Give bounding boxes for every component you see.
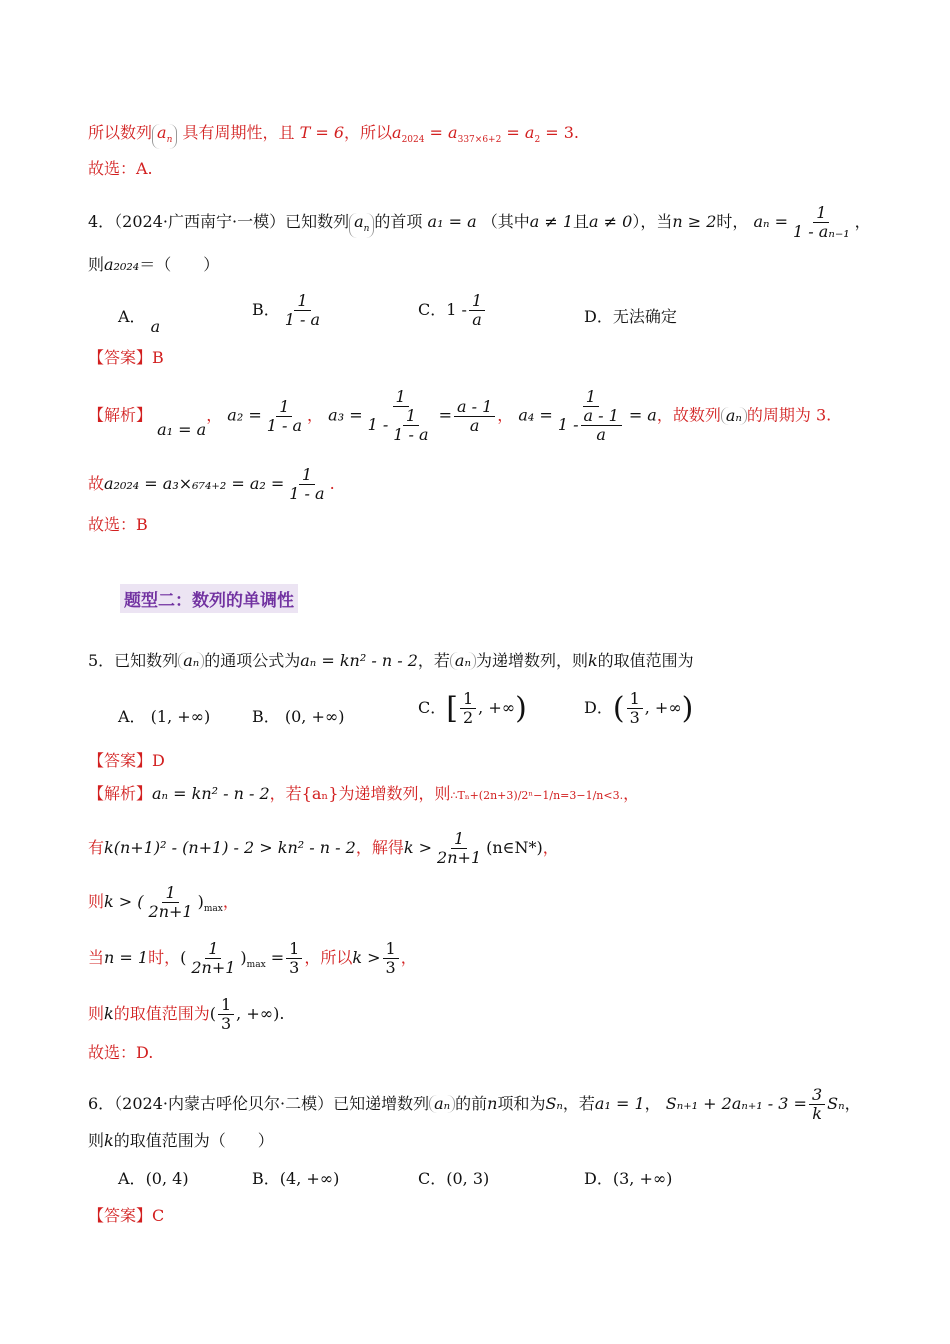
q5-analysis-line3: 则k > ( $\frac{1}{2n+1}$ )$_{max}$， bbox=[88, 883, 239, 921]
q4-option-b[interactable]: B． $\frac{1}{1 - a}$ bbox=[252, 291, 321, 329]
q6-stem-line2: 则k的取值范围为（ ） bbox=[88, 1131, 274, 1150]
expr: = 3. bbox=[540, 123, 580, 142]
q5-option-d[interactable]: D．( $\frac{1}{3}$ , +∞) bbox=[584, 689, 694, 727]
subscript: 2024 bbox=[401, 135, 425, 145]
small-note: ∴Tₙ+(2n+3)/2ⁿ−1/n=3−1/n<3. bbox=[450, 789, 624, 802]
analysis-tag: 【解析】 bbox=[88, 405, 153, 425]
q4-choose: 故选：B bbox=[88, 515, 148, 534]
q6-option-a[interactable]: A．(0, 4) bbox=[118, 1169, 189, 1188]
q5-analysis-line4: 当n = 1时，( $\frac{1}{2n+1}$ )$_{max}$ = $\frac{1}{3}$ ，所以k > $\frac{1}{3}$ ， bbox=[88, 939, 417, 977]
q5-number: 5．已知数列 bbox=[88, 651, 179, 670]
text: 则 bbox=[88, 1004, 105, 1023]
q6-option-c[interactable]: C．(0, 3) bbox=[418, 1169, 490, 1188]
q5-analysis-line2: 有k(n+1)² - (n+1) - 2 > kn² - n - 2，解得k > $\frac{1}{2n+1}$ (n∈N*)， bbox=[88, 829, 559, 867]
text: 的前 bbox=[455, 1094, 488, 1113]
text: ， bbox=[307, 405, 324, 425]
seq-an: aₙ bbox=[178, 652, 204, 670]
text: 则 bbox=[88, 255, 105, 274]
q5-analysis-line5: 则k的取值范围为( $\frac{1}{3}$ , +∞). bbox=[88, 995, 285, 1033]
text: 的通项公式为 bbox=[204, 651, 301, 670]
analysis-tag: 【解析】 bbox=[88, 784, 153, 803]
q5-option-b[interactable]: B． (0, +∞) bbox=[252, 707, 345, 726]
q4-hence-line: 故a₂₀₂₄ = a₃×₆₇₄₊₂ = a₂ = $\frac{1}{1 - a}$ . bbox=[88, 465, 335, 503]
prev-conclusion-line bbox=[88, 122, 579, 151]
var-k: k bbox=[587, 651, 598, 670]
text: 的首项 bbox=[374, 212, 423, 231]
text: ，若 bbox=[417, 651, 450, 670]
q4-number: 4．（2024·广西南宁·一模）已知数列 bbox=[88, 212, 350, 231]
subscript: 337×6+2 bbox=[457, 135, 502, 145]
q4-answer: 【答案】B bbox=[88, 348, 164, 367]
text: 则 bbox=[88, 892, 105, 911]
text: ，若{aₙ}为递增数列，则 bbox=[269, 784, 451, 803]
expr: k(n+1)² - (n+1) - 2 > kn² - n - 2 bbox=[104, 838, 356, 857]
seq-an: aₙ bbox=[721, 407, 747, 425]
text: 为递增数列，则 bbox=[475, 651, 588, 670]
text: ，故数列 bbox=[656, 405, 721, 425]
expr: a₂ = bbox=[227, 405, 262, 425]
expr: n ≥ 2 bbox=[672, 212, 717, 231]
text: 时， bbox=[716, 212, 749, 231]
prev-choose: 故选：A. bbox=[88, 159, 153, 178]
text: ，解得 bbox=[355, 838, 404, 857]
text: ＝（ ） bbox=[139, 255, 220, 274]
expr: aₙ = kn² - n - 2 bbox=[300, 651, 418, 670]
q6-answer: 【答案】C bbox=[88, 1206, 165, 1225]
expr: a₃ = bbox=[328, 405, 363, 425]
expr: a₄ = bbox=[518, 405, 553, 425]
text: 有 bbox=[88, 838, 105, 857]
q5-option-c[interactable]: C．[ $\frac{1}{2}$ , +∞) bbox=[418, 689, 527, 727]
var-a: a bbox=[392, 123, 402, 142]
seq-an: aₙ bbox=[450, 652, 476, 670]
expr: a₁ = a bbox=[157, 419, 207, 439]
expr: a ≠ 0 bbox=[589, 212, 633, 231]
expr: a₁ = a bbox=[427, 212, 477, 231]
seq-an: aₙ bbox=[429, 1095, 455, 1113]
q6-stem-line1: 6．（2024·内蒙古呼伦贝尔·二模）已知递增数列 aₙ 的前n项和为Sₙ，若a₁ = 1， Sₙ₊₁ + 2aₙ₊₁ - 3 = $\frac{3}{k}$ Sₙ， bbox=[88, 1085, 861, 1123]
q6-number: 6．（2024·内蒙古呼伦贝尔·二模）已知递增数列 bbox=[88, 1094, 430, 1113]
expr: k > ( bbox=[104, 892, 144, 911]
text: 且 bbox=[573, 212, 590, 231]
text: （其中 bbox=[481, 212, 530, 231]
q6-option-b[interactable]: B．(4, +∞) bbox=[252, 1169, 340, 1188]
q5-choose: 故选：D. bbox=[88, 1043, 154, 1062]
expr: k > bbox=[403, 838, 433, 857]
q4-option-c[interactable]: C．1 - $\frac{1}{a}$ bbox=[418, 292, 487, 329]
q4-analysis-line: 【解析】 a₁ = a， a₂ = $\frac{1}{1 - a}$ ， a₃ = 1 1 - $\frac{1}{1 - a}$ = $\frac{a - 1}{a}$ ， a₄ = 1 1 - $\frac{a - 1}{a}$ = a，故数列 aₙ 的周期为 3. bbox=[88, 387, 832, 444]
text: ， bbox=[854, 212, 871, 231]
q5-option-a[interactable]: A． (1, +∞) bbox=[118, 707, 211, 726]
expr: Sₙ₊₁ + 2aₙ₊₁ - 3 = bbox=[665, 1094, 807, 1113]
q6-option-d[interactable]: D．(3, +∞) bbox=[584, 1169, 673, 1188]
section-heading: 题型二：数列的单调性 bbox=[120, 584, 298, 613]
fraction: $\frac{1}{\text{1 - aₙ₋₁}}$ bbox=[793, 203, 850, 241]
text: ， bbox=[206, 405, 223, 425]
text: 的周期为 3. bbox=[746, 405, 832, 425]
seq-an: $a_n$ bbox=[349, 213, 374, 238]
subscript: 2 bbox=[534, 135, 541, 145]
q4-option-a[interactable]: A． a bbox=[118, 307, 161, 336]
expr: a₂₀₂₄ bbox=[104, 255, 140, 274]
expr: n = 1 bbox=[104, 948, 149, 967]
text: 所以数列 bbox=[88, 123, 153, 142]
expr: a₂₀₂₄ = a₃×₆₇₄₊₂ = a₂ = bbox=[104, 474, 285, 493]
expr: = a bbox=[424, 123, 458, 142]
expr: aₙ = bbox=[753, 212, 789, 231]
q4-stem-line1 bbox=[88, 204, 871, 241]
text: 的取值范围为 bbox=[597, 651, 694, 670]
text: 具有周期性，且 bbox=[182, 123, 295, 142]
text: 当 bbox=[88, 948, 105, 967]
expr: a ≠ 1 bbox=[529, 212, 574, 231]
text: ，所以 bbox=[344, 123, 393, 142]
q5-analysis-line1: 【解析】aₙ = kn² - n - 2，若{aₙ}为递增数列，则∴Tₙ+(2n+3)/2ⁿ−1/n=3−1/n<3.， bbox=[88, 784, 640, 803]
expr: = a bbox=[501, 123, 535, 142]
period-expr: T = 6 bbox=[299, 123, 344, 142]
q5-stem bbox=[88, 650, 694, 672]
seq-an: $a_n$ bbox=[152, 124, 177, 149]
q5-answer: 【答案】D bbox=[88, 751, 165, 770]
q4-option-d[interactable]: D．无法确定 bbox=[584, 307, 677, 326]
expr: aₙ = kn² - n - 2 bbox=[152, 784, 270, 803]
text: ），当 bbox=[632, 212, 673, 231]
q4-stem-line2 bbox=[88, 254, 219, 276]
text: 故 bbox=[88, 474, 105, 493]
